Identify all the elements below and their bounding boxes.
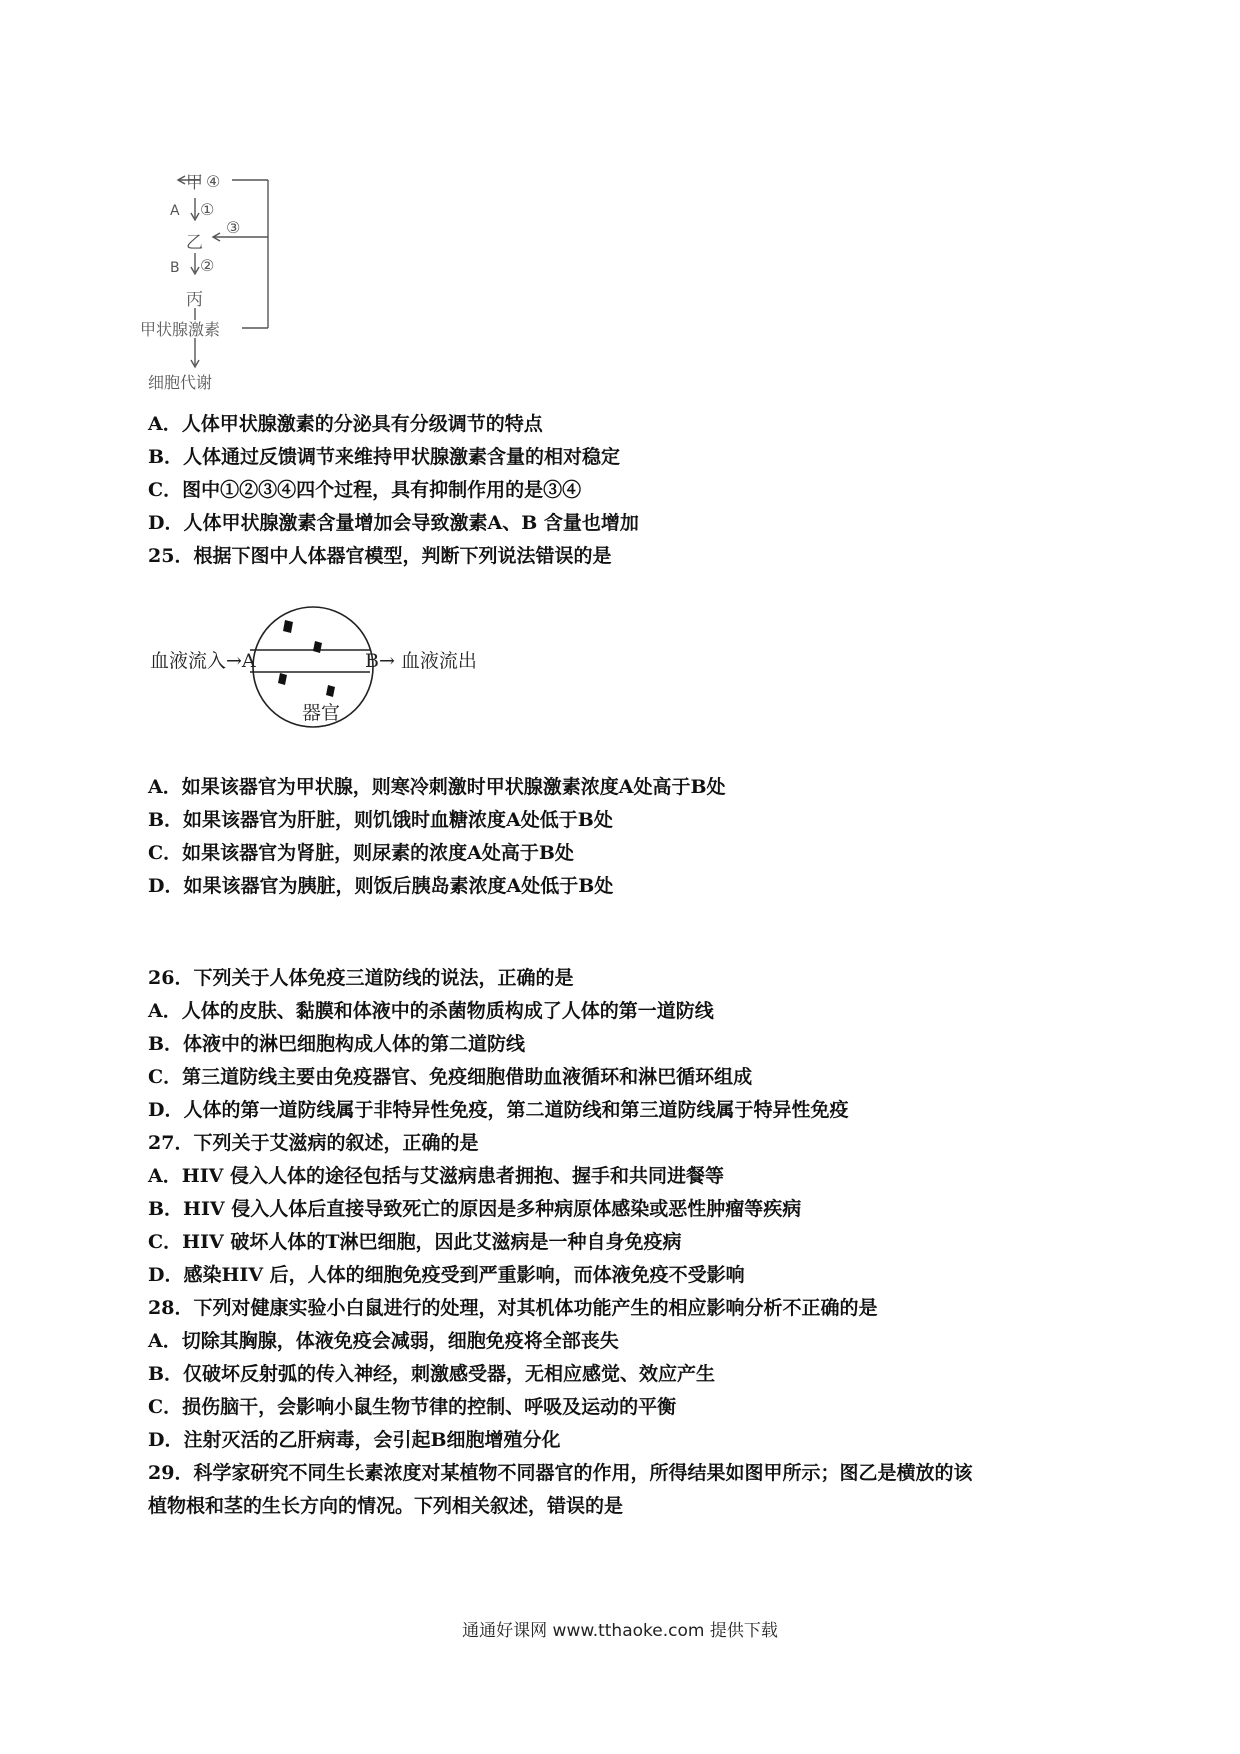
q25-option-d: D．如果该器官为胰脏，则饭后胰岛素浓度A处低于B处 — [148, 875, 614, 897]
hormone-a-label: A — [170, 203, 180, 219]
q25-option-a: A．如果该器官为甲状腺，则寒冷刺激时甲状腺激素浓度A处高于B处 — [148, 776, 726, 798]
q25-option-b: B．如果该器官为肝脏，则饥饿时血糖浓度A处低于B处 — [148, 809, 613, 831]
q26-option-b: B．体液中的淋巴细胞构成人体的第二道防线 — [148, 1033, 526, 1055]
gland-bing-label: 丙 — [186, 290, 203, 310]
q26-option-a: A．人体的皮肤、黏膜和体液中的杀菌物质构成了人体的第一道防线 — [148, 1000, 714, 1022]
step-2-label: ② — [200, 256, 215, 275]
organ-model-diagram — [150, 605, 510, 735]
q24-option-c: C．图中①②③④四个过程，具有抑制作用的是③④ — [148, 479, 582, 501]
q25-option-c: C．如果该器官为肾脏，则尿素的浓度A处高于B处 — [148, 842, 574, 864]
step-4-label: ④ — [206, 172, 221, 191]
q28-option-b: B．仅破坏反射弧的传入神经，刺激感受器，无相应感觉、效应产生 — [148, 1363, 716, 1385]
q29-stem-line1: 29．科学家研究不同生长素浓度对某植物不同器官的作用，所得结果如图甲所示；图乙是横放的该 — [148, 1462, 973, 1484]
page-footer: 通通好课网 www.tthaoke.com 提供下载 — [462, 1621, 778, 1641]
q27-stem: 27．下列关于艾滋病的叙述，正确的是 — [148, 1132, 479, 1154]
q27-option-a: A．HIV 侵入人体的途径包括与艾滋病患者拥抱、握手和共同进餐等 — [148, 1165, 724, 1187]
cell-metabolism-label: 细胞代谢 — [148, 373, 213, 392]
thyroxine-label: 甲状腺激素 — [140, 320, 221, 339]
hormone-b-label: B — [170, 260, 180, 276]
q26-stem: 26．下列关于人体免疫三道防线的说法，正确的是 — [148, 967, 574, 989]
q28-option-d: D．注射灭活的乙肝病毒，会引起B细胞增殖分化 — [148, 1429, 561, 1451]
q24-option-a: A．人体甲状腺激素的分泌具有分级调节的特点 — [148, 413, 543, 435]
q28-stem: 28．下列对健康实验小白鼠进行的处理，对其机体功能产生的相应影响分析不正确的是 — [148, 1297, 878, 1319]
gland-jia-label: 甲 — [186, 173, 203, 193]
q29-stem-line2: 植物根和茎的生长方向的情况。下列相关叙述，错误的是 — [148, 1495, 624, 1517]
q25-stem: 25．根据下图中人体器官模型，判断下列说法错误的是 — [148, 545, 612, 567]
q24-option-d: D．人体甲状腺激素含量增加会导致激素A、B 含量也增加 — [148, 512, 639, 534]
q27-option-d: D．感染HIV 后，人体的细胞免疫受到严重影响，而体液免疫不受影响 — [148, 1264, 745, 1286]
q27-option-c: C．HIV 破坏人体的T淋巴细胞，因此艾滋病是一种自身免疫病 — [148, 1231, 682, 1253]
q28-option-c: C．损伤脑干，会影响小鼠生物节律的控制、呼吸及运动的平衡 — [148, 1396, 677, 1418]
q26-option-c: C．第三道防线主要由免疫器官、免疫细胞借助血液循环和淋巴循环组成 — [148, 1066, 753, 1088]
blood-inflow-label: 血液流入→A — [150, 650, 256, 672]
blood-outflow-label: B→ 血液流出 — [365, 650, 477, 672]
q24-option-b: B．人体通过反馈调节来维持甲状腺激素含量的相对稳定 — [148, 446, 621, 468]
thyroid-regulation-diagram — [140, 160, 300, 400]
organ-label: 器官 — [302, 702, 341, 724]
q28-option-a: A．切除其胸腺，体液免疫会减弱，细胞免疫将全部丧失 — [148, 1330, 619, 1352]
q27-option-b: B．HIV 侵入人体后直接导致死亡的原因是多种病原体感染或恶性肿瘤等疾病 — [148, 1198, 802, 1220]
gland-yi-label: 乙 — [186, 233, 203, 253]
step-3-label: ③ — [226, 218, 241, 237]
step-1-label: ① — [200, 200, 215, 219]
q26-option-d: D．人体的第一道防线属于非特异性免疫，第二道防线和第三道防线属于特异性免疫 — [148, 1099, 849, 1121]
